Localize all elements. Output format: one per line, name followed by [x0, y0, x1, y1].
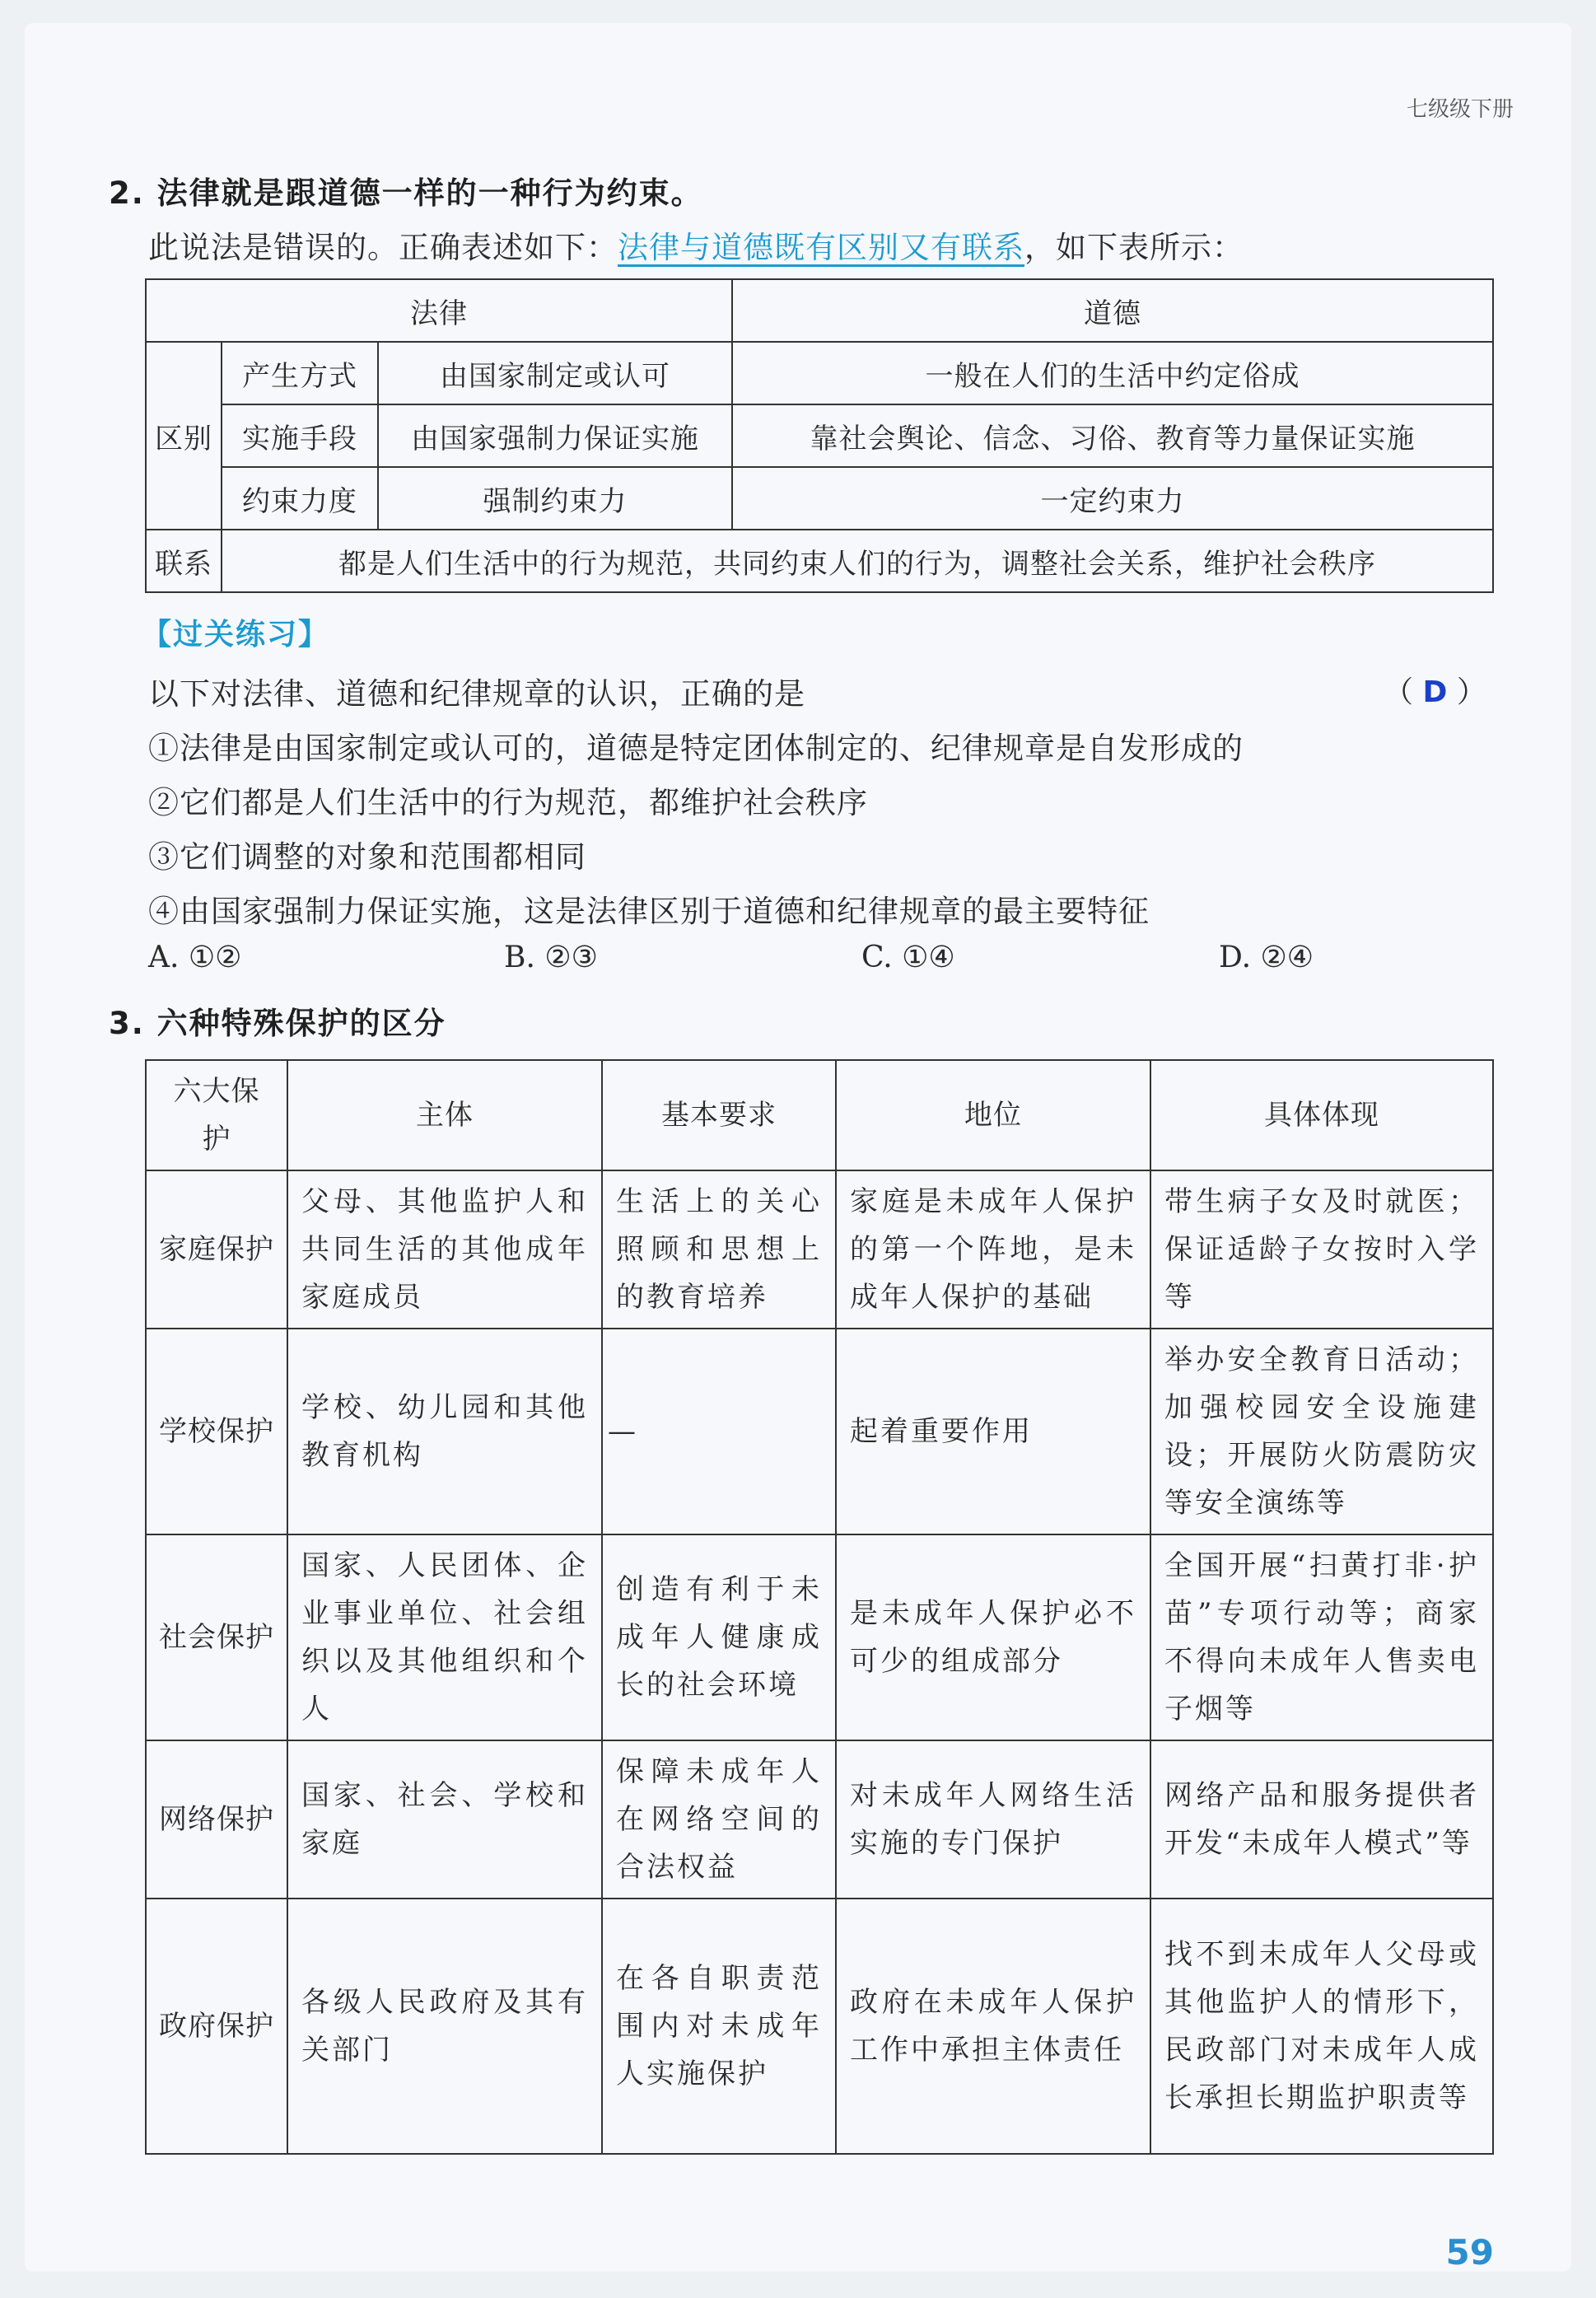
law-cell: 由国家强制力保证实施 [378, 404, 732, 467]
paren-open: （ [1384, 675, 1414, 709]
status-cell: 政府在未成年人保护工作中承担主体责任 [836, 1899, 1150, 2154]
table-row [146, 1329, 1493, 1534]
morality-cell: 一般在人们的生活中约定俗成 [732, 342, 1493, 404]
aspect-cell: 约束力度 [222, 467, 378, 530]
special-protection-table [145, 1059, 1494, 2155]
table-row [146, 1534, 1493, 1740]
statement-prefix: 此说法是错误的。正确表述如下： [148, 230, 618, 265]
header-morality: 道德 [732, 279, 1493, 342]
option-b: B. ②③ [504, 941, 598, 974]
morality-cell: 靠社会舆论、信念、习俗、教育等力量保证实施 [732, 404, 1493, 467]
embodiment-cell: 找不到未成年人父母或其他监护人的情形下，民政部门对未成年人成长承担长期监护职责等 [1150, 1899, 1493, 2154]
statement-suffix: ，如下表所示： [1024, 230, 1244, 265]
table-row [146, 1740, 1493, 1899]
embodiment-cell: 带生病子女及时就医；保证适龄子女按时入学等 [1150, 1170, 1493, 1329]
column-header: 基本要求 [602, 1060, 836, 1170]
law-morality-table [145, 278, 1494, 593]
subject-cell: 学校、幼儿园和其他教育机构 [287, 1329, 602, 1534]
grade-label: 七级级下册 [1406, 97, 1514, 122]
group-label-difference: 区别 [146, 342, 222, 530]
requirement-cell: 在各自职责范围内对未成年人实施保护 [602, 1899, 836, 2154]
practice-question: 以下对法律、道德和纪律规章的认识，正确的是 [148, 676, 805, 712]
link-label: 联系 [146, 530, 222, 592]
column-header: 六大保护 [146, 1060, 287, 1170]
status-cell: 对未成年人网络生活实施的专门保护 [836, 1740, 1150, 1899]
statement-1: ①法律是由国家制定或认可的，道德是特定团体制定的、纪律规章是自发形成的 [148, 731, 1244, 766]
header-law: 法律 [146, 279, 732, 342]
statement-3: ③它们调整的对象和范围都相同 [148, 839, 586, 875]
status-cell: 是未成年人保护必不可少的组成部分 [836, 1534, 1150, 1740]
status-cell: 家庭是未成年人保护的第一个阵地，是未成年人保护的基础 [836, 1170, 1150, 1329]
embodiment-cell: 举办安全教育日活动；加强校园安全设施建设；开展防火防震防灾等安全演练等 [1150, 1329, 1493, 1534]
requirement-cell: 保障未成年人在网络空间的合法权益 [602, 1740, 836, 1899]
protection-name: 学校保护 [146, 1329, 287, 1534]
option-d: D. ②④ [1219, 941, 1314, 974]
status-cell: 起着重要作用 [836, 1329, 1150, 1534]
subject-cell: 国家、社会、学校和家庭 [287, 1740, 602, 1899]
section-2-statement [148, 222, 1244, 267]
column-header: 具体体现 [1150, 1060, 1493, 1170]
table-row [146, 1899, 1493, 2154]
law-cell: 由国家制定或认可 [378, 342, 732, 404]
section-3-title: 3. 六种特殊保护的区分 [109, 1006, 446, 1041]
morality-cell: 一定约束力 [732, 467, 1493, 530]
requirement-cell: — [602, 1329, 836, 1534]
statement-highlight: 法律与道德既有区别又有联系 [618, 230, 1024, 265]
requirement-cell: 生活上的关心照顾和思想上的教育培养 [602, 1170, 836, 1329]
aspect-cell: 产生方式 [222, 342, 378, 404]
table-row [146, 1170, 1493, 1329]
protection-name: 社会保护 [146, 1534, 287, 1740]
law-cell: 强制约束力 [378, 467, 732, 530]
subject-cell: 各级人民政府及其有关部门 [287, 1899, 602, 2154]
requirement-cell: 创造有利于未成年人健康成长的社会环境 [602, 1534, 836, 1740]
subject-cell: 父母、其他监护人和共同生活的其他成年家庭成员 [287, 1170, 602, 1329]
column-header: 地位 [836, 1060, 1150, 1170]
section-2-title: 2. 法律就是跟道德一样的一种行为约束。 [109, 175, 703, 211]
option-c: C. ①④ [861, 941, 955, 974]
aspect-cell: 实施手段 [222, 404, 378, 467]
practice-tag: 【过关练习】 [142, 618, 330, 652]
statement-2: ②它们都是人们生活中的行为规范，都维护社会秩序 [148, 785, 868, 820]
page-number: 59 [1445, 2232, 1494, 2272]
answer-bracket [1384, 669, 1486, 711]
protection-name: 家庭保护 [146, 1170, 287, 1329]
statement-4: ④由国家强制力保证实施，这是法律区别于道德和纪律规章的最主要特征 [148, 894, 1150, 929]
answer-value: D [1422, 675, 1448, 709]
protection-name: 网络保护 [146, 1740, 287, 1899]
protection-name: 政府保护 [146, 1899, 287, 2154]
embodiment-cell: 全国开展“扫黄打非·护苗”专项行动等；商家不得向未成年人售卖电子烟等 [1150, 1534, 1493, 1740]
embodiment-cell: 网络产品和服务提供者开发“未成年人模式”等 [1150, 1740, 1493, 1899]
column-header: 主体 [287, 1060, 602, 1170]
link-text: 都是人们生活中的行为规范，共同约束人们的行为，调整社会关系，维护社会秩序 [222, 530, 1493, 592]
subject-cell: 国家、人民团体、企业事业单位、社会组织以及其他组织和个人 [287, 1534, 602, 1740]
paren-close: ） [1456, 675, 1486, 709]
option-a: A. ①② [148, 941, 242, 974]
